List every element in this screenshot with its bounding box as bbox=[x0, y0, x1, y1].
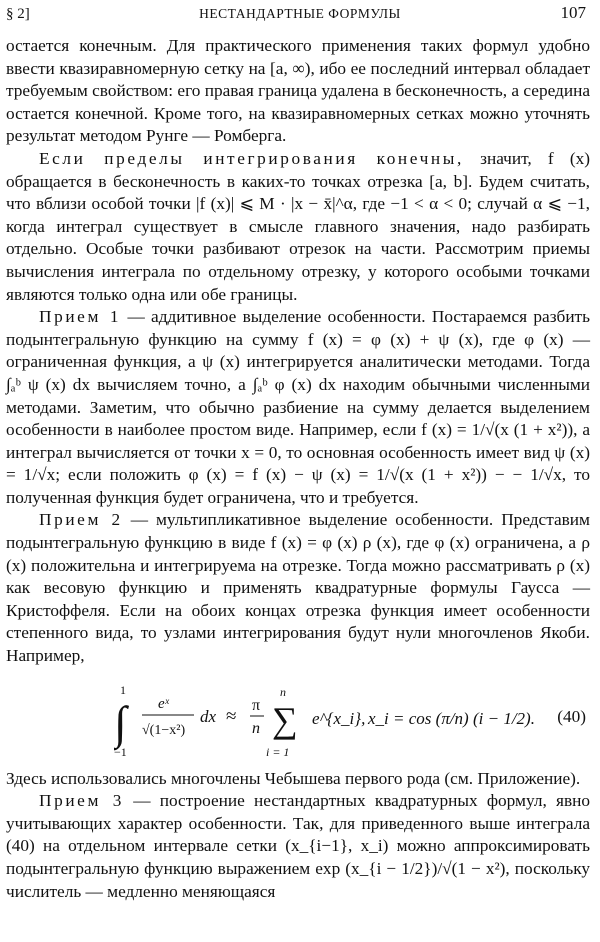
section-mark: § 2] bbox=[6, 6, 30, 22]
method-3-lead: Прием 3 bbox=[39, 791, 125, 811]
paragraph-3-text: — аддитивное выделение особенности. Постараемся разбить подынтегральную функцию на сумму f (x) = φ (x) + ψ (x), где φ (x) — ограниченная функция, а ψ (x) интегрируется аналитически методами. Тогда ∫ₐᵇ ψ (x) dx вычисляем точно, а ∫ₐᵇ φ (x) dx находим обычными численными методами. Заметим, что обычно разбиение на сумму делается выделением особенности в наиболее простом виде. Например, если f (x) = 1/√(x (1 + x²)), а интеграл вычисляется от точки x = 0, то основная особенность имеет вид ψ (x) = 1/√x; если положить φ (x) = f (x) − ψ (x) = 1/√(x (1 + x²)) − − 1/√x, то полученная функция будет ограничена, что и требуется. bbox=[6, 307, 590, 507]
paragraph-4 bbox=[6, 509, 590, 667]
sum-term: e^{x_i}, bbox=[312, 708, 366, 728]
paragraph-3 bbox=[6, 306, 590, 509]
paragraph-4-text: — мультипликативное выделение особенности. Представим подынтегральную функцию в виде f (x) = φ (x) ρ (x), где φ (x) ограничена, а ρ (x) положительна и интегрируема на отрезке. Тогда можно рассматривать ρ (x) как весовую функцию и применять квадратурные формулы Гаусса — Кристоффеля. Если на обоих концах отрезка функция имеет особенности степенного вида, то узлами интегрирования будут нули многочленов Якоби. Например, bbox=[6, 510, 590, 666]
integral-sign: ∫ bbox=[114, 696, 127, 748]
nodes-formula: x_i = cos (π/n) (i − 1/2). bbox=[368, 708, 535, 728]
n-denominator: n bbox=[252, 719, 260, 737]
sum-lower-limit: i = 1 bbox=[266, 744, 290, 758]
differential: dx bbox=[200, 706, 217, 726]
sum-sign: ∑ bbox=[272, 699, 298, 740]
equation-40 bbox=[6, 678, 590, 762]
equation-formula bbox=[114, 682, 544, 758]
integral-lower-limit: −1 bbox=[114, 744, 127, 758]
paragraph-2-text: значит, f (x) обращается в бесконечность в каких-то точках отрезка [a, b]. Будем считать, что вблизи особой точки |f (x)| ⩽ M · |x − x̄|^α, где −1 < α < 0; случай α ⩽ −1, когда интеграл существует в смысле главного значения, надо разбирать отдельно. Особые точки разбивают отрезок на части. Рассмотрим приемы вычисления интеграла по отдельному отрезку, у которого особыми точками являются только одна или обе границы. bbox=[6, 148, 591, 304]
equation-number: (40) bbox=[557, 706, 586, 726]
paragraph-2 bbox=[6, 148, 590, 306]
running-title: НЕСТАНДАРТНЫЕ ФОРМУЛЫ bbox=[199, 6, 401, 21]
sum-upper-limit: n bbox=[280, 684, 286, 699]
fraction-numerator: eˣ bbox=[158, 695, 169, 712]
running-header bbox=[0, 2, 600, 28]
paragraph-6 bbox=[6, 790, 590, 903]
approx-sign: ≈ bbox=[226, 705, 237, 727]
fraction-denominator: √(1−x²) bbox=[142, 722, 186, 738]
method-1-lead: Прием 1 bbox=[39, 307, 122, 327]
page-body bbox=[6, 35, 590, 903]
method-2-lead: Прием 2 bbox=[39, 510, 123, 530]
paragraph-6-text: — построение нестандартных квадратурных формул, явно учитывающих характер особенности. Так, для приведенного выше интеграла (40) на отдельном интервале сетки (x_{i−1}, x_i) можно аппроксимировать подынтегральную функцию выражением exp (x_{i − 1/2})/√(1 − x²), поскольку числитель — медленно меняющаяся bbox=[6, 791, 590, 901]
page-number: 107 bbox=[560, 3, 586, 22]
pi-symbol: π bbox=[252, 696, 261, 714]
paragraph-1: остается конечным. Для практического применения таких формул удобно ввести квазиравномерную сетку на [a, ∞), ибо ее последний интервал обладает требуемым свойством: его правая граница удалена в бесконечность, а середина остается конечной. Кроме того, на квазиравномерных сетках можно уточнять результат методом Рунге — Ромберга. bbox=[6, 36, 590, 146]
paragraph-5: Здесь использовались многочлены Чебышева первого рода (см. Приложение). bbox=[6, 768, 581, 788]
spaced-lead: Если пределы интегрирования конечны, bbox=[39, 148, 464, 168]
integral-upper-limit: 1 bbox=[120, 682, 126, 697]
